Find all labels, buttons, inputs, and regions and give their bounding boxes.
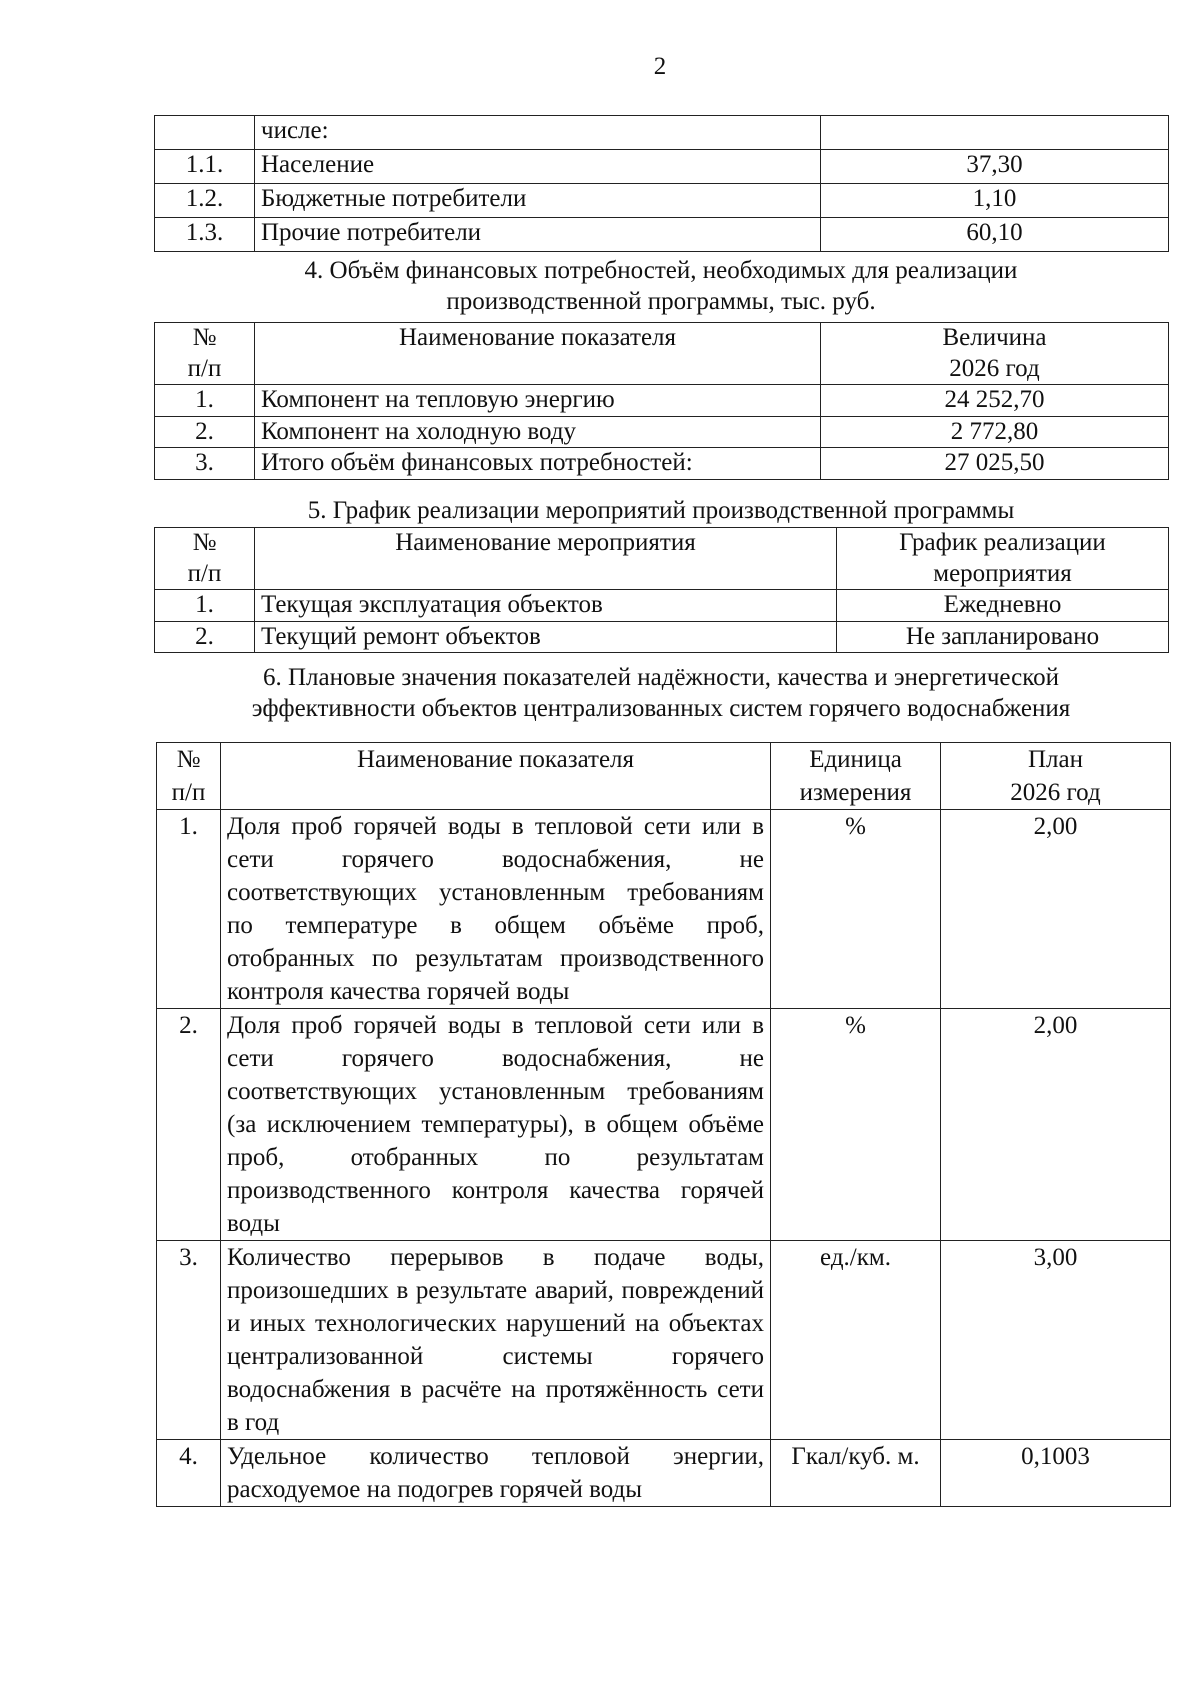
table-row xyxy=(155,448,1169,480)
table-header-row xyxy=(157,743,1171,810)
row-num: 2. xyxy=(155,621,255,653)
row-value: 2 772,80 xyxy=(821,416,1169,448)
row-name: Прочие потребители xyxy=(255,218,821,252)
indicators-table xyxy=(156,742,1171,1507)
row-schedule: Не запланировано xyxy=(837,621,1169,653)
row-name: Бюджетные потребители xyxy=(255,184,821,218)
header-unit-line1: Единица xyxy=(809,746,902,773)
row-unit: % xyxy=(771,810,941,1009)
header-num-line1: № xyxy=(192,529,217,556)
table-row xyxy=(155,116,1169,150)
row-num: 3. xyxy=(155,448,255,480)
row-value: 60,10 xyxy=(821,218,1169,252)
table-header-row xyxy=(155,323,1169,385)
row-name: Итого объём финансовых потребностей: xyxy=(255,448,821,480)
page-number-wrap xyxy=(0,52,1200,83)
section4-title-line1: 4. Объём финансовых потребностей, необходимых для реализации xyxy=(304,257,1018,284)
row-name: числе: xyxy=(255,116,821,150)
header-num xyxy=(155,323,255,385)
header-num-line2: п/п xyxy=(187,354,222,382)
row-value xyxy=(821,116,1169,150)
header-unit-line2: измерения xyxy=(799,779,912,806)
table-row xyxy=(155,590,1169,622)
section5-title: 5. График реализации мероприятий производственной программы xyxy=(307,497,1015,524)
header-num-line1: № xyxy=(176,746,201,773)
table-row xyxy=(157,1440,1171,1507)
row-unit: ед./км. xyxy=(771,1241,941,1440)
row-name: Текущая эксплуатация объектов xyxy=(255,590,837,622)
row-unit: Гкал/куб. м. xyxy=(771,1440,941,1507)
header-value-line2: 2026 год xyxy=(949,354,1040,382)
header-name: Наименование мероприятия xyxy=(255,528,837,590)
row-unit: % xyxy=(771,1009,941,1241)
table-row xyxy=(155,150,1169,184)
header-num-line2: п/п xyxy=(171,779,206,806)
row-num: 1.3. xyxy=(155,218,255,252)
row-name: Удельное количество тепловой энергии, расходуемое на подогрев горячей воды xyxy=(221,1440,771,1507)
row-num: 2. xyxy=(157,1009,221,1241)
header-name: Наименование показателя xyxy=(255,323,821,385)
row-num: 1. xyxy=(157,810,221,1009)
row-plan: 2,00 xyxy=(941,1009,1171,1241)
header-unit xyxy=(771,743,941,810)
row-name: Количество перерывов в подаче воды, произошедших в результате аварий, повреждений и иных технологических нарушений на объектах централизованной системы горячего водоснабжения в расчёте на протяжённость сети в год xyxy=(221,1241,771,1440)
table-row xyxy=(155,621,1169,653)
table-row xyxy=(155,385,1169,417)
table-row xyxy=(157,1009,1171,1241)
row-value: 24 252,70 xyxy=(821,385,1169,417)
header-plan xyxy=(941,743,1171,810)
row-plan: 0,1003 xyxy=(941,1440,1171,1507)
row-name: Население xyxy=(255,150,821,184)
section6-title-line2: эффективности объектов централизованных систем горячего водоснабжения xyxy=(251,694,1071,722)
section4-title xyxy=(154,256,1168,317)
header-num-line2: п/п xyxy=(187,559,222,587)
row-num: 1. xyxy=(155,590,255,622)
row-name: Доля проб горячей воды в тепловой сети или в сети горячего водоснабжения, не соответствующих установленным требованиям по температуре в общем объёме проб, отобранных по результатам производственного контроля качества горячей воды xyxy=(221,810,771,1009)
row-name: Текущий ремонт объектов xyxy=(255,621,837,653)
row-value: 1,10 xyxy=(821,184,1169,218)
header-name: Наименование показателя xyxy=(221,743,771,810)
section6-title-line1: 6. Плановые значения показателей надёжности, качества и энергетической xyxy=(262,664,1060,691)
header-schedule-line2: мероприятия xyxy=(933,559,1072,587)
row-name: Доля проб горячей воды в тепловой сети или в сети горячего водоснабжения, не соответствующих установленным требованиям (за исключением температуры), в общем объёме проб, отобранных по результатам производственного контроля качества горячей воды xyxy=(221,1009,771,1241)
row-num: 1. xyxy=(155,385,255,417)
row-num: 3. xyxy=(157,1241,221,1440)
row-num: 1.1. xyxy=(155,150,255,184)
table-row xyxy=(157,810,1171,1009)
table-row xyxy=(155,184,1169,218)
row-value: 27 025,50 xyxy=(821,448,1169,480)
schedule-table xyxy=(154,527,1169,653)
section4-title-line2: производственной программы, тыс. руб. xyxy=(446,287,876,315)
row-name: Компонент на тепловую энергию xyxy=(255,385,821,417)
table-row xyxy=(155,218,1169,252)
row-name: Компонент на холодную воду xyxy=(255,416,821,448)
consumers-table xyxy=(154,115,1169,252)
header-num xyxy=(155,528,255,590)
header-num xyxy=(157,743,221,810)
page-number: 2 xyxy=(653,53,667,80)
header-value xyxy=(821,323,1169,385)
row-value: 37,30 xyxy=(821,150,1169,184)
row-num: 1.2. xyxy=(155,184,255,218)
header-schedule xyxy=(837,528,1169,590)
header-plan-line2: 2026 год xyxy=(1010,779,1101,806)
table-row xyxy=(155,416,1169,448)
row-schedule: Ежедневно xyxy=(837,590,1169,622)
finance-table xyxy=(154,322,1169,480)
header-schedule-line1: График реализации xyxy=(899,529,1106,556)
table-row xyxy=(157,1241,1171,1440)
row-num: 4. xyxy=(157,1440,221,1507)
row-plan: 2,00 xyxy=(941,810,1171,1009)
row-plan: 3,00 xyxy=(941,1241,1171,1440)
row-num: 2. xyxy=(155,416,255,448)
table-header-row xyxy=(155,528,1169,590)
section6-title xyxy=(154,663,1168,724)
header-num-line1: № xyxy=(192,324,217,351)
header-plan-line1: План xyxy=(1027,746,1083,773)
header-value-line1: Величина xyxy=(942,324,1047,351)
row-num xyxy=(155,116,255,150)
